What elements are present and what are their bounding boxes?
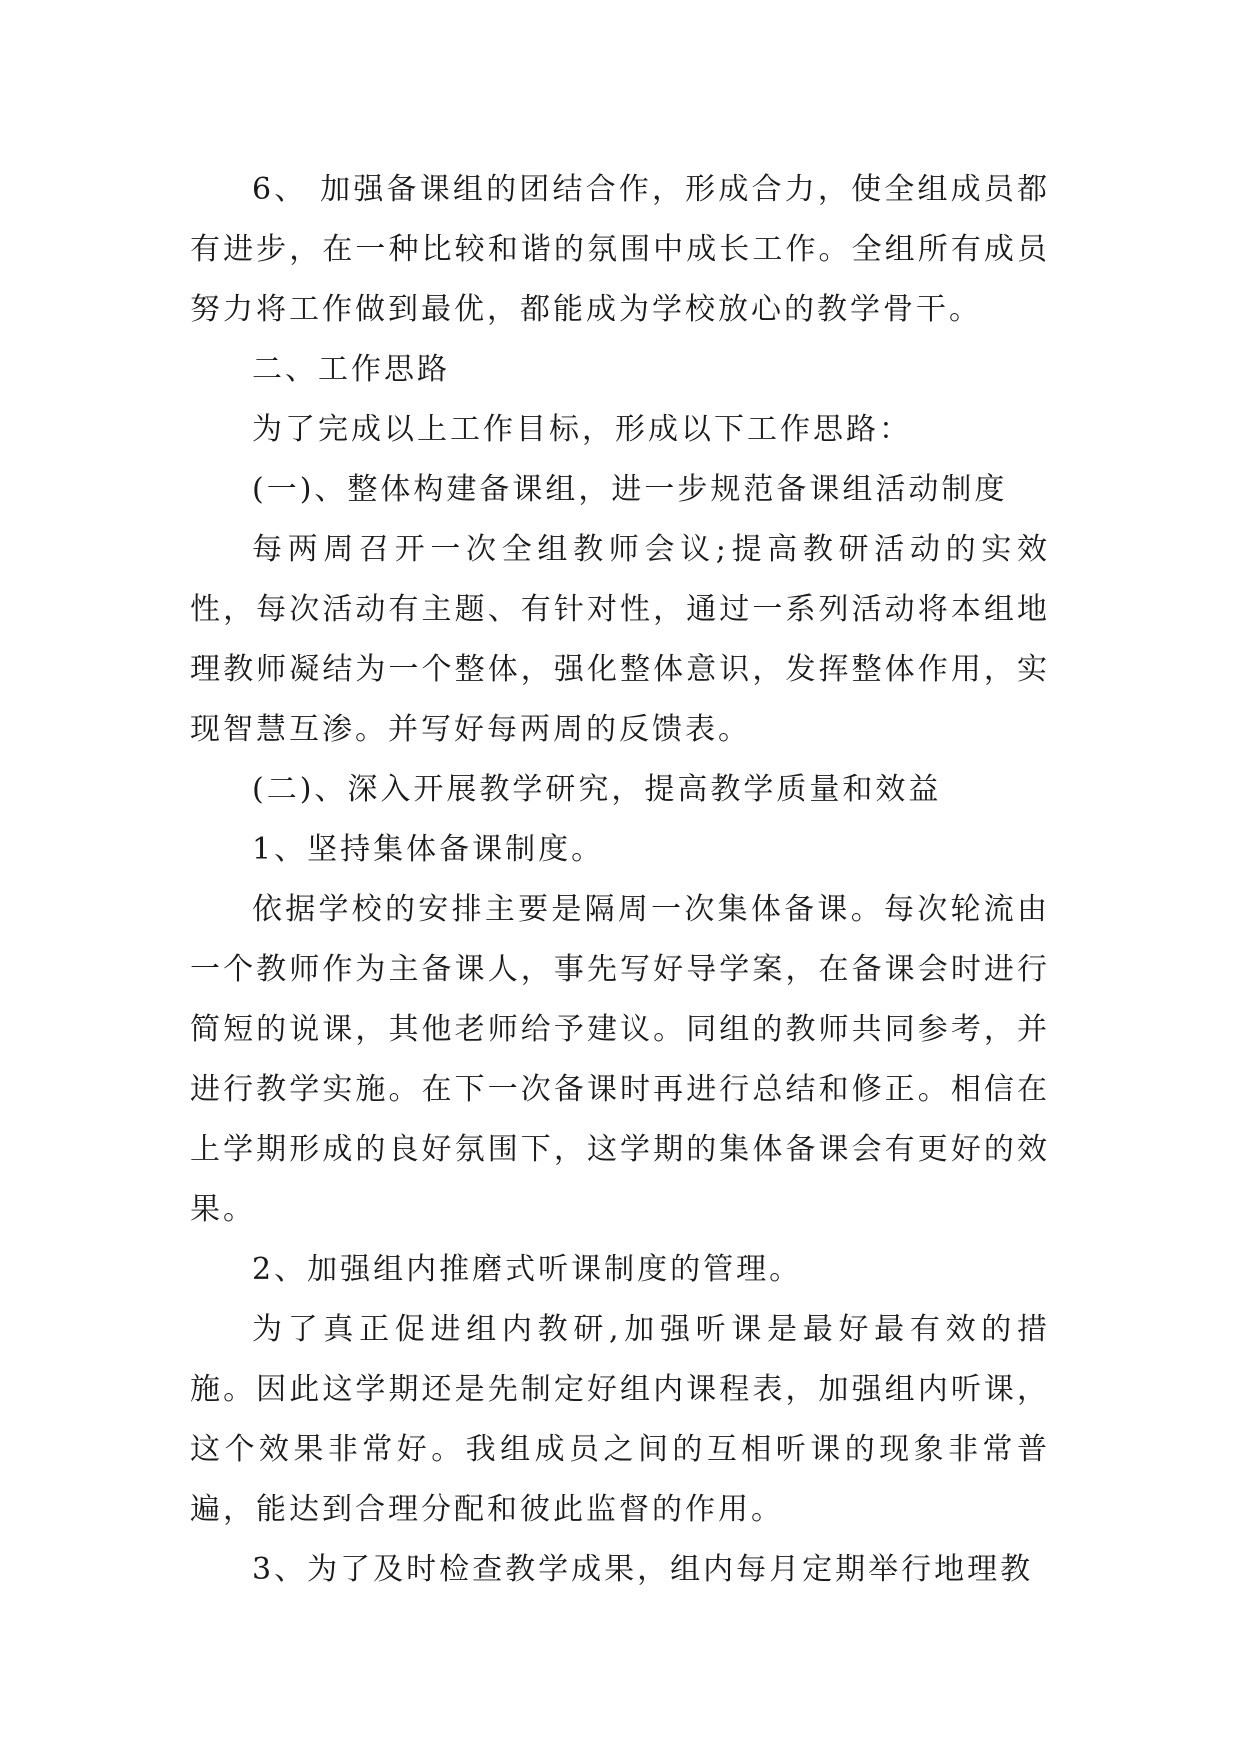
paragraph-meetings: 每两周召开一次全组教师会议;提高教研活动的实效性，每次活动有主题、有针对性，通过一系列活动将本组地理教师凝结为一个整体，强化整体意识，发挥整体作用，实现智慧互渗。并写好每两周的反馈表。 <box>190 532 1050 747</box>
paragraph-item-6: 6、 加强备课组的团结合作，形成合力，使全组成员都有进步，在一种比较和谐的氛围中成长工作。全组所有成员努力将工作做到最优，都能成为学校放心的教学骨干。 <box>190 172 1050 327</box>
item-heading-2: 2、加强组内推磨式听课制度的管理。 <box>252 1252 803 1287</box>
section-heading-work-ideas: 二、工作思路 <box>252 352 450 387</box>
paragraph-intro-ideas: 为了完成以上工作目标，形成以下工作思路： <box>252 412 912 447</box>
document-body <box>190 160 1050 1600</box>
paragraph-collective-prep: 依据学校的安排主要是隔周一次集体备课。每次轮流由一个教师作为主备课人，事先写好导学案，在备课会时进行简短的说课，其他老师给予建议。同组的教师共同参考，并进行教学实施。在下一次备课时再进行总结和修正。相信在上学期形成的良好氛围下，这学期的集体备课会有更好的效果。 <box>190 892 1050 1227</box>
subheading-1: (一)、整体构建备课组，进一步规范备课组活动制度 <box>252 472 1008 507</box>
subheading-2: (二)、深入开展教学研究，提高教学质量和效益 <box>252 772 942 807</box>
item-heading-1: 1、坚持集体备课制度。 <box>252 832 605 867</box>
paragraph-observation: 为了真正促进组内教研,加强听课是最好最有效的措施。因此这学期还是先制定好组内课程表，加强组内听课，这个效果非常好。我组成员之间的互相听课的现象非常普遍，能达到合理分配和彼此监督的作用。 <box>190 1312 1050 1527</box>
item-heading-3: 3、为了及时检查教学成果，组内每月定期举行地理教 <box>252 1552 1034 1587</box>
